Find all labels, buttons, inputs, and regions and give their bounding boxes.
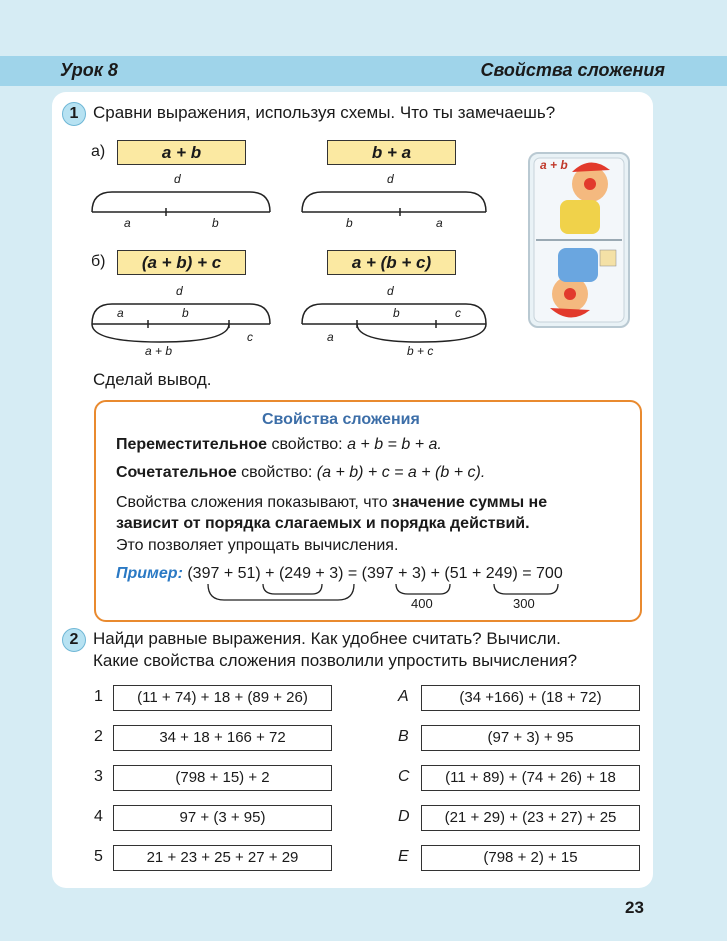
part-a-label: а)	[91, 143, 106, 160]
brace-example-300	[494, 584, 558, 594]
right-label-e: E	[398, 848, 409, 865]
left-expr-4: 97 + (3 + 95)	[113, 805, 332, 831]
scheme-a1-seg-a: a	[124, 216, 131, 230]
right-expr-a: (34 +166) + (18 + 72)	[421, 685, 640, 711]
left-expr-2: 34 + 18 + 166 + 72	[113, 725, 332, 751]
rule-paragraph-line2: зависит от порядка слагаемых и порядка действий.	[116, 515, 530, 532]
example-expression: (397 + 51) + (249 + 3) = (397 + 3) + (51 + 249) = 700	[187, 565, 563, 582]
right-label-a: A	[398, 688, 409, 705]
commutative-formula: a + b = b + a.	[347, 436, 442, 453]
scheme-a2-seg-b: b	[346, 216, 353, 230]
rule-paragraph-line3: Это позволяет упрощать вычисления.	[116, 537, 399, 554]
brace-example-400	[396, 584, 450, 594]
right-label-b: B	[398, 728, 409, 745]
expr-ab-plus-c: (a + b) + c	[117, 250, 246, 275]
left-label-5: 5	[94, 848, 103, 865]
scheme-b2-under: b + c	[407, 344, 434, 358]
scheme-b2-seg-c: c	[455, 306, 461, 320]
associative-formula: (a + b) + c = a + (b + c).	[316, 464, 486, 481]
left-label-4: 4	[94, 808, 103, 825]
brace-example-inner	[263, 584, 322, 594]
conclusion-prompt: Сделай вывод.	[93, 370, 212, 389]
right-label-d: D	[398, 808, 410, 825]
associative-text: свойство:	[236, 464, 317, 481]
scheme-b2-seg-a: a	[327, 330, 334, 344]
right-label-c: C	[398, 768, 410, 785]
expr-b-plus-a: b + a	[327, 140, 456, 165]
task2-line2: Какие свойства сложения позволили упростить вычисления?	[93, 651, 578, 670]
card-caption: a + b	[540, 158, 568, 172]
brace-value-400: 400	[411, 596, 433, 611]
left-label-3: 3	[94, 768, 103, 785]
right-expr-d: (21 + 29) + (23 + 27) + 25	[421, 805, 640, 831]
scheme-a2-d: d	[387, 172, 394, 186]
lesson-number: Урок 8	[60, 60, 118, 80]
lesson-topic: Свойства сложения	[480, 60, 665, 80]
right-expr-e: (798 + 2) + 15	[421, 845, 640, 871]
left-expr-5: 21 + 23 + 25 + 27 + 29	[113, 845, 332, 871]
scheme-a1-seg-b: b	[212, 216, 219, 230]
commutative-text: свойство:	[267, 436, 348, 453]
part-b-label: б)	[91, 253, 106, 270]
scheme-b1-seg-c: c	[247, 330, 253, 344]
task-number-2: 2	[62, 628, 86, 652]
right-expr-c: (11 + 89) + (74 + 26) + 18	[421, 765, 640, 791]
left-expr-1: (11 + 74) + 18 + (89 + 26)	[113, 685, 332, 711]
rule-p1-bold: значение суммы не	[392, 494, 548, 511]
expr-a-plus-b: a + b	[117, 140, 246, 165]
scheme-b1-seg-b: b	[182, 306, 189, 320]
scheme-b2-d: d	[387, 284, 394, 298]
commutative-name: Переместительное	[116, 436, 268, 453]
example-label: Пример:	[116, 565, 183, 582]
page-number: 23	[625, 898, 644, 917]
associative-name: Сочетательное	[116, 464, 237, 481]
scheme-b1-seg-a: a	[117, 306, 124, 320]
left-expr-3: (798 + 15) + 2	[113, 765, 332, 791]
scheme-b2-seg-b: b	[393, 306, 400, 320]
right-expr-b: (97 + 3) + 95	[421, 725, 640, 751]
brace-value-300: 300	[513, 596, 535, 611]
scheme-b1-under: a + b	[145, 344, 173, 358]
scheme-a2-seg-a: a	[436, 216, 443, 230]
brace-example-outer	[208, 584, 354, 600]
task-number-1: 1	[62, 102, 86, 126]
expr-a-plus-bc: a + (b + c)	[327, 250, 456, 275]
rule-title: Свойства сложения	[262, 411, 420, 428]
scheme-b1-d: d	[176, 284, 183, 298]
scheme-a1-d: d	[174, 172, 181, 186]
task1-question: Сравни выражения, используя схемы. Что ты замечаешь?	[93, 103, 556, 122]
left-label-1: 1	[94, 688, 103, 705]
left-label-2: 2	[94, 728, 103, 745]
task2-line1: Найди равные выражения. Как удобнее считать? Вычисли.	[93, 629, 561, 648]
rule-p1: Свойства сложения показывают, что	[116, 494, 393, 511]
